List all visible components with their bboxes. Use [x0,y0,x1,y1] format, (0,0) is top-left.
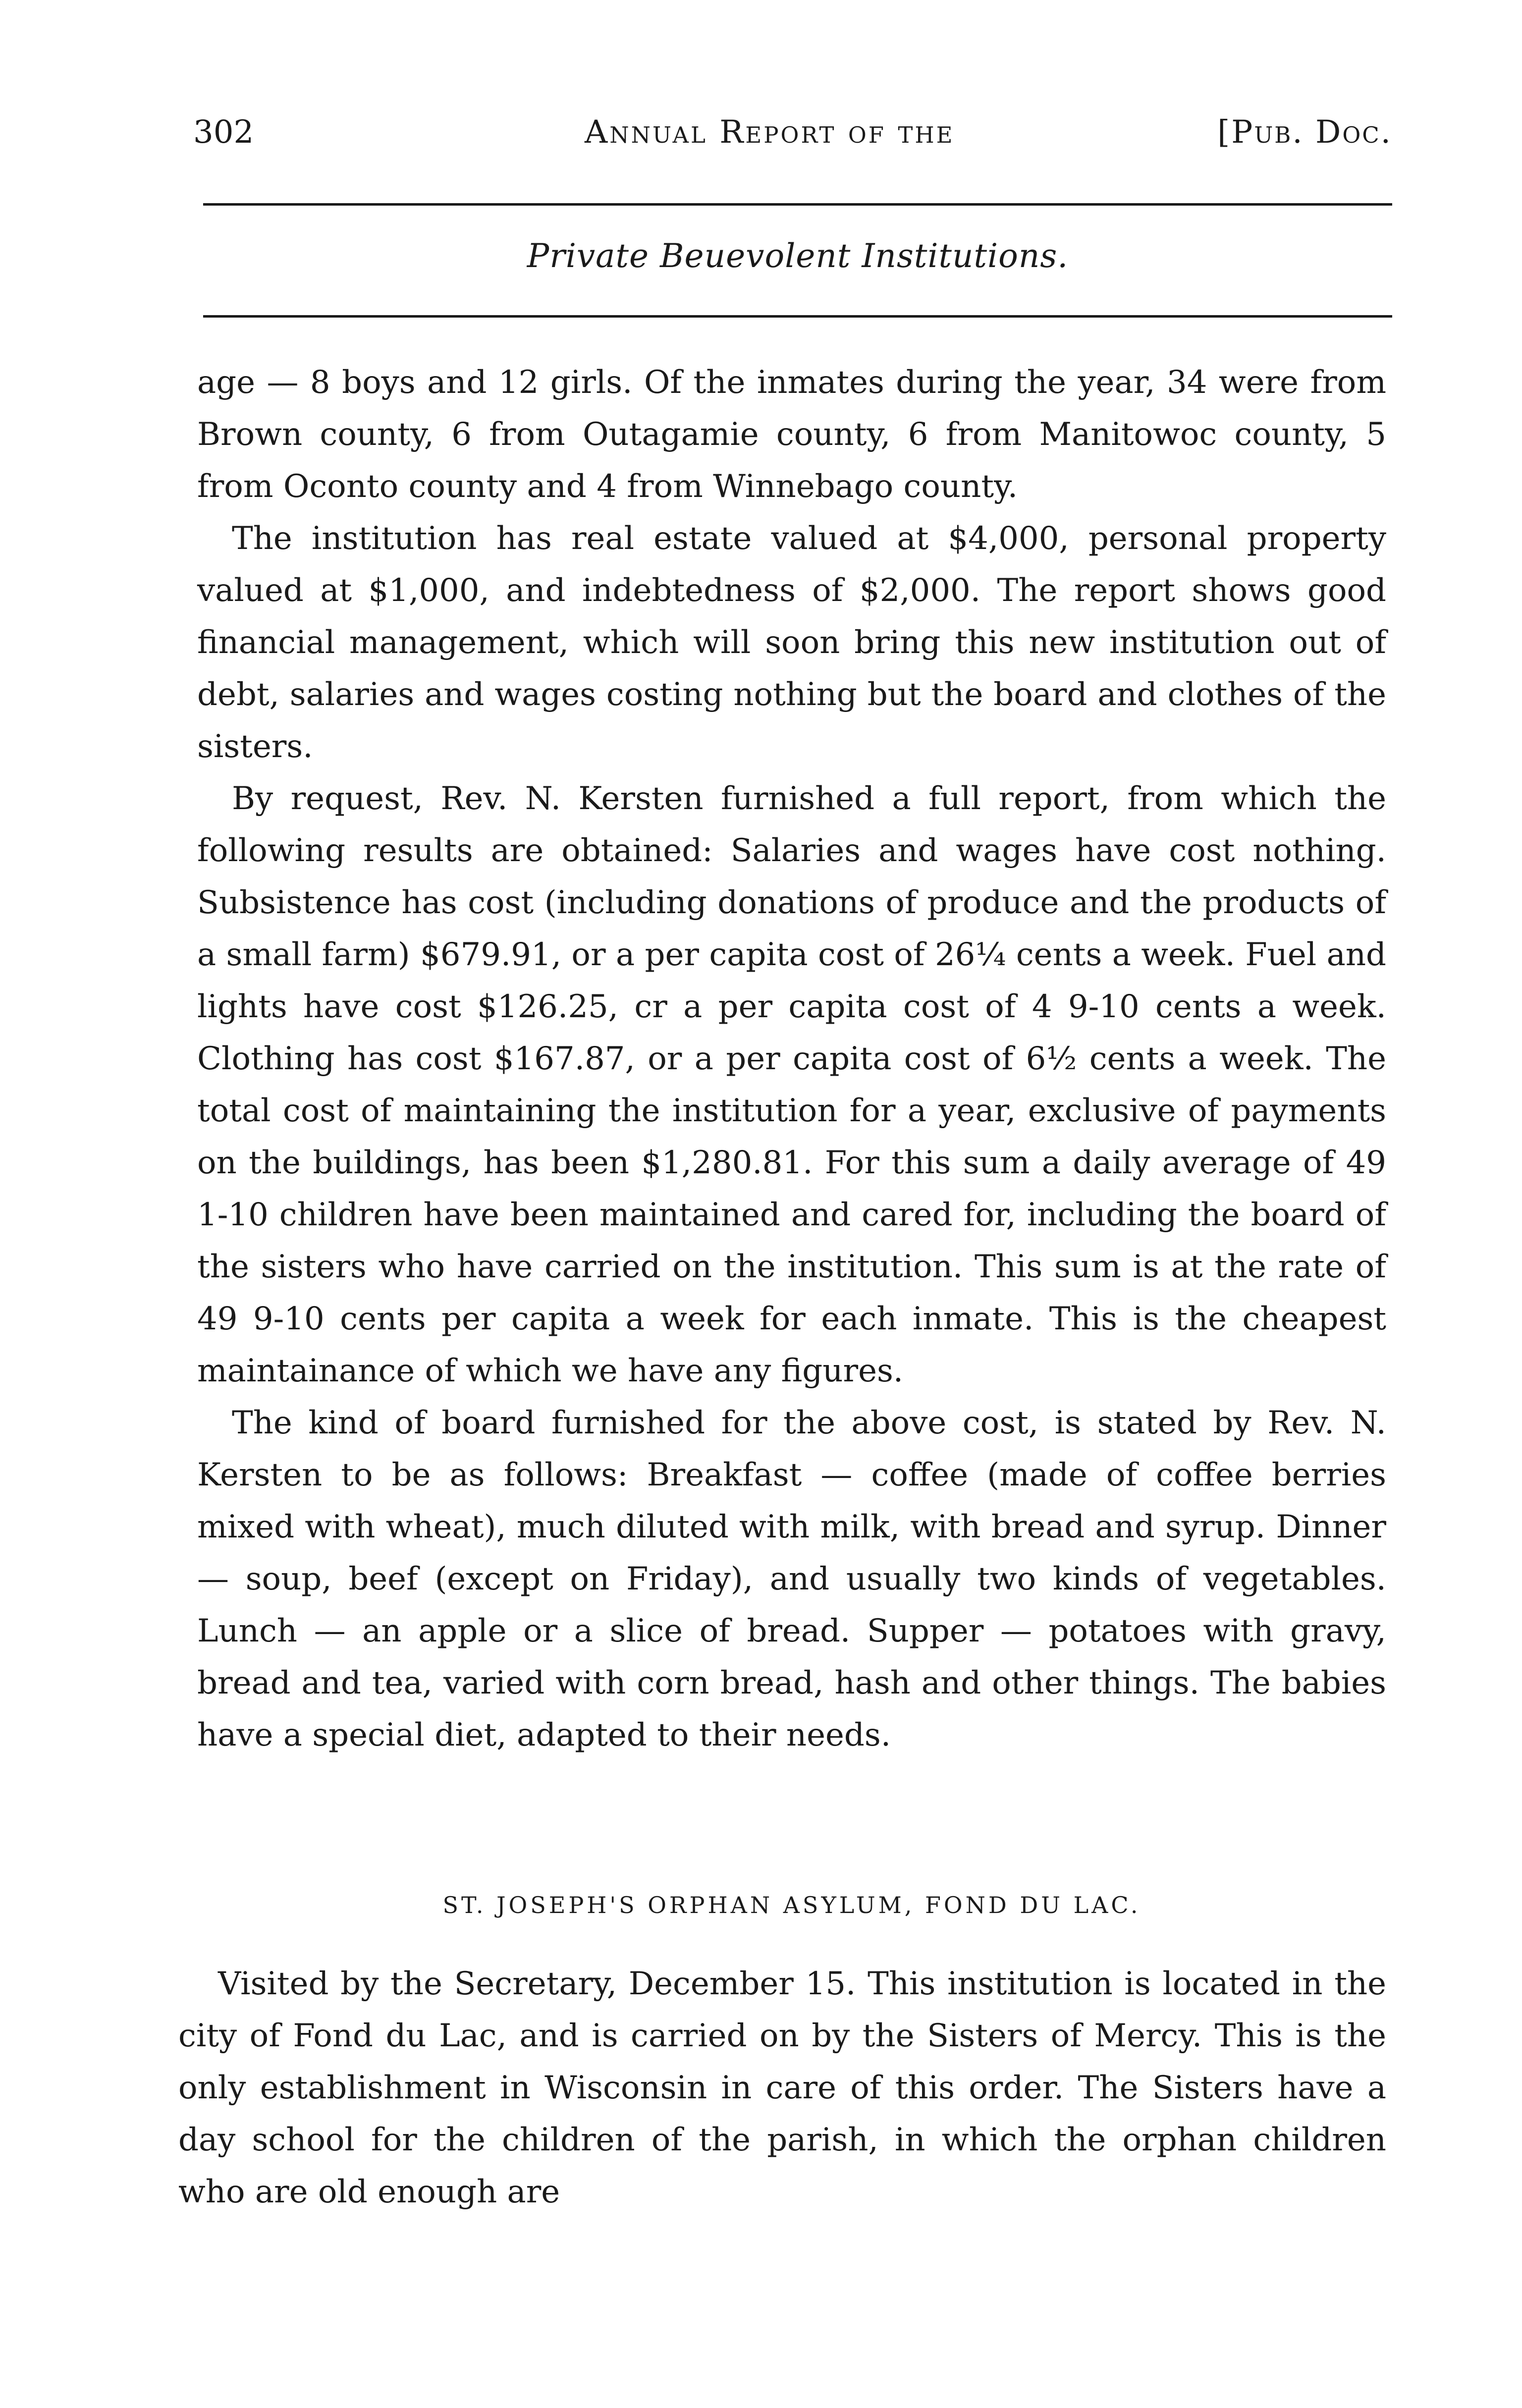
header-rule-bottom [203,315,1392,318]
document-label: [Pub. Doc. [1217,114,1392,151]
body-text [197,357,1386,1761]
header-rule-top [203,203,1392,206]
paragraph-continuation: age — 8 boys and 12 girls. Of the inmates during the year, 34 were from Brown county, 6 from Outagamie county, 6 from Manitowoc county, 5 from Oconto county and 4 from Winnebago county. [197,364,1386,505]
running-title: Annual Report of the [585,114,955,151]
paragraph-costs: By request, Rev. N. Kersten furnished a full report, from which the following results are obtained: Salaries and wages have cost nothing. Subsistence has cost (including donations of produce and the products of a small farm) $679.91, or a per capita cost of 26¼ cents a week. Fuel and lights have cost $126.25, cr a per capita cost of 4 9-10 cents a week. Clothing has cost $167.87, or a per capita cost of 6½ cents a week. The total cost of maintaining the institution for a year, exclusive of payments on the buildings, has been $1,280.81. For this sum a daily average of 49 1-10 children have been maintained and cared for, including the board of the sisters who have carried on the institution. This sum is at the rate of 49 9-10 cents per capita a week for each inmate. This is the cheapest maintainance of which we have any figures. [197,780,1386,1389]
page-header [193,114,1392,173]
paragraph-property: The institution has real estate valued at $4,000, personal property valued at $1,000, and indebtedness of $2,000. The report shows good financial management, which will soon bring this new institution out of debt, salaries and wages costing nothing but the board and clothes of the sisters. [197,520,1386,765]
section-title: Private Beuevolent Institutions. [527,237,1069,275]
asylum-heading: ST. JOSEPH'S ORPHAN ASYLUM, FOND DU LAC. [442,1892,1141,1918]
paragraph-visit: Visited by the Secretary, December 15. This institution is located in the city of Fond du Lac, and is carried on by the Sisters of Mercy. This is the only establishment in Wisconsin in care of this order. The Sisters have a day school for the children of the parish, in which the orphan children who are old enough are [178,1966,1386,2210]
page-number: 302 [193,114,254,151]
paragraph-board: The kind of board furnished for the above cost, is stated by Rev. N. Kersten to be as follows: Breakfast — coffee (made of coffee berries mixed with wheat), much diluted with milk, with bread and syrup. Dinner — soup, beef (except on Friday), and usually two kinds of vegetables. Lunch — an apple or a slice of bread. Supper — potatoes with gravy, bread and tea, varied with corn bread, hash and other things. The babies have a special diet, adapted to their needs. [197,1405,1386,1753]
final-text [178,1958,1386,2218]
